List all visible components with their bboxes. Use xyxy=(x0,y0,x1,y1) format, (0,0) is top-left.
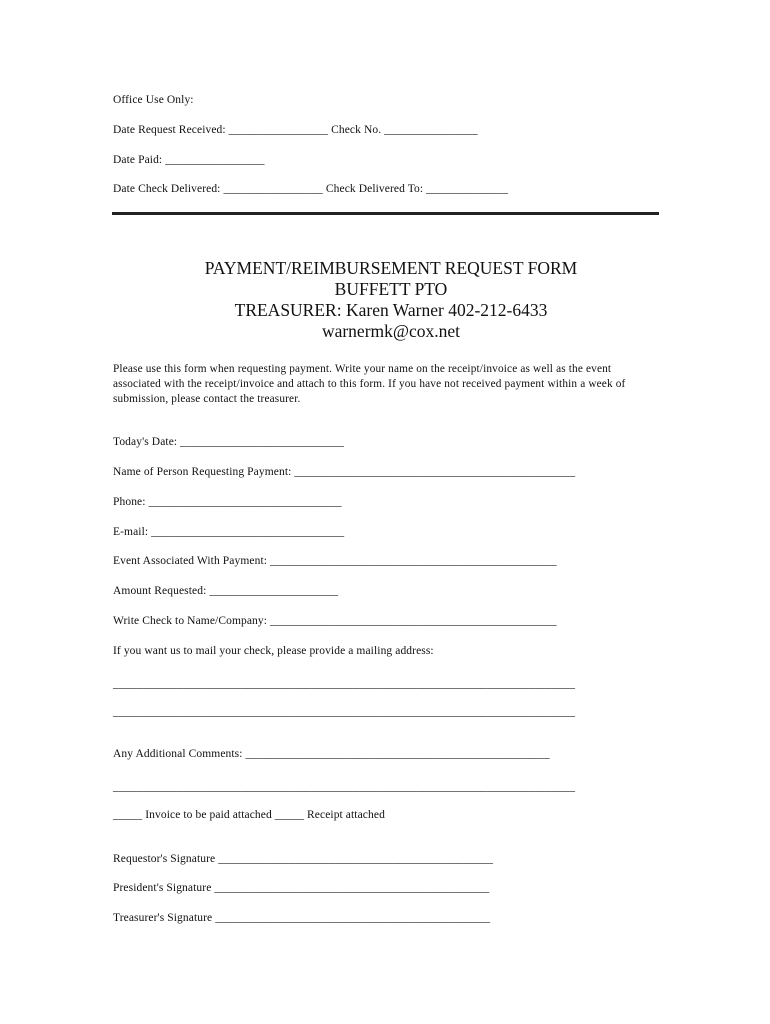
requestor-signature-field[interactable]: Requestor's Signature _______________________________________________ xyxy=(113,853,494,865)
instructions-paragraph: Please use this form when requesting payment. Write your name on the receipt/invoice as well as the event associated with the receipt/invoice and attach to this form. If you have not received payment within a week of submission, please contact the treasurer. xyxy=(113,363,626,405)
office-check-delivered-line: Date Check Delivered: _________________ Check Delivered To: ______________ xyxy=(113,183,509,195)
comments-field[interactable]: Any Additional Comments: ____________________________________________________ xyxy=(113,748,550,760)
form-title xyxy=(0,258,770,342)
attachments-checklist[interactable]: _____ Invoice to be paid attached _____ Receipt attached xyxy=(113,809,385,821)
section-divider xyxy=(112,212,659,215)
office-use-heading: Office Use Only: xyxy=(113,94,194,106)
mailing-address-line-2[interactable]: _______________________________________________________________________________ xyxy=(113,706,576,718)
mailing-address-prompt: If you want us to mail your check, please provide a mailing address: xyxy=(113,645,434,657)
amount-field[interactable]: Amount Requested: ______________________ xyxy=(113,585,339,597)
comments-line-2[interactable]: _______________________________________________________________________________ xyxy=(113,781,576,793)
todays-date-field[interactable]: Today's Date: ____________________________ xyxy=(113,436,344,448)
treasurer-contact: TREASURER: Karen Warner 402-212-6433 xyxy=(234,300,548,320)
president-signature-field[interactable]: President's Signature _______________________________________________ xyxy=(113,882,490,894)
organization-name: BUFFETT PTO xyxy=(334,279,448,299)
treasurer-signature-field[interactable]: Treasurer's Signature _______________________________________________ xyxy=(113,912,491,924)
form-title-main: PAYMENT/REIMBURSEMENT REQUEST FORM xyxy=(204,258,578,278)
check-payee-field[interactable]: Write Check to Name/Company: _________________________________________________ xyxy=(113,615,557,627)
treasurer-email: warnermk@cox.net xyxy=(321,321,461,341)
office-date-received-line: Date Request Received: _________________ Check No. ________________ xyxy=(113,124,478,136)
phone-field[interactable]: Phone: _________________________________ xyxy=(113,496,342,508)
event-field[interactable]: Event Associated With Payment: _________________________________________________ xyxy=(113,555,557,567)
office-date-paid-line: Date Paid: _________________ xyxy=(113,154,265,166)
mailing-address-line-1[interactable]: _______________________________________________________________________________ xyxy=(113,678,576,690)
email-field[interactable]: E-mail: _________________________________ xyxy=(113,526,345,538)
requester-name-field[interactable]: Name of Person Requesting Payment: ________________________________________________ xyxy=(113,466,576,478)
